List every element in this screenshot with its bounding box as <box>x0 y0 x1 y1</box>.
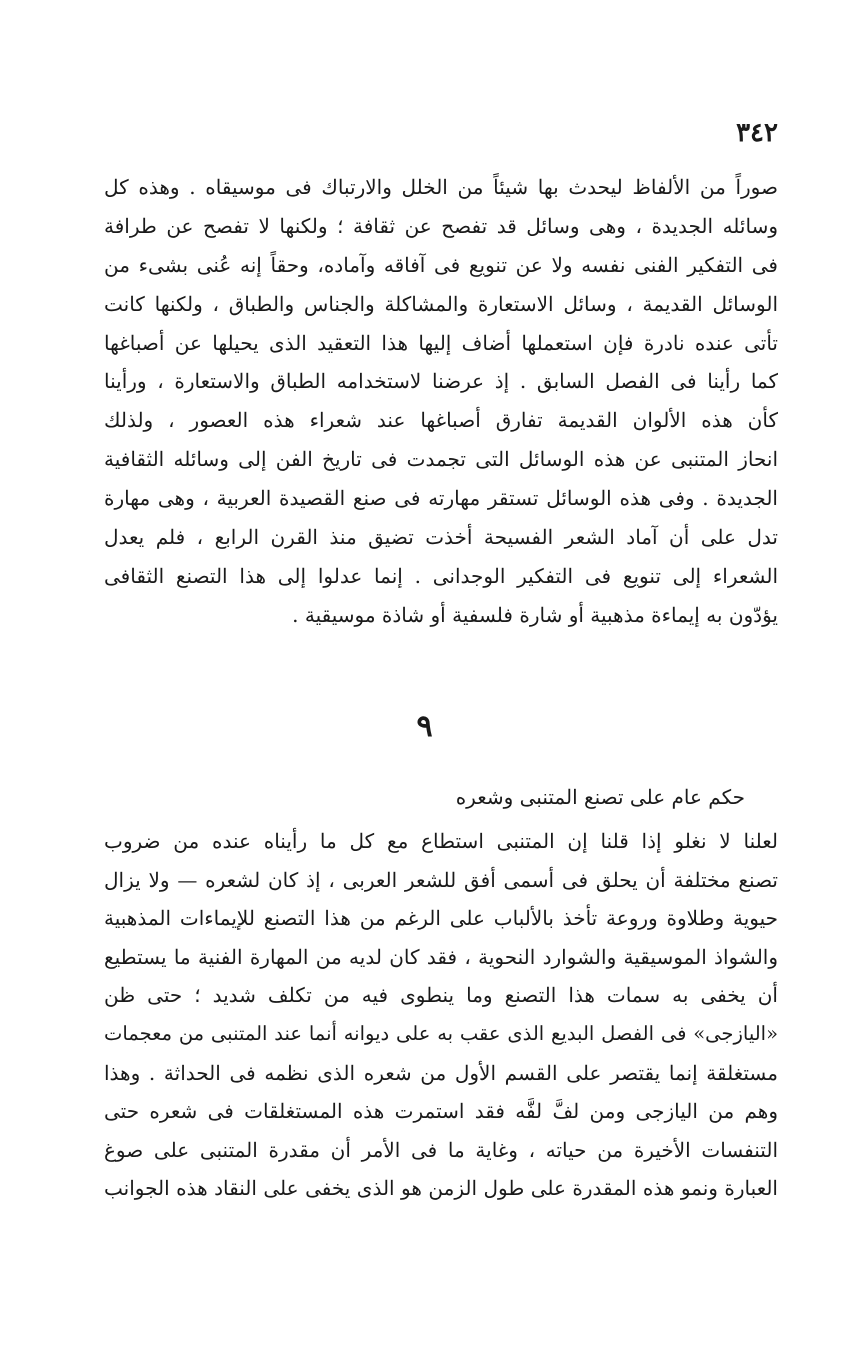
text-line: تصنع مختلفة أن يحلق فى أسمى أفق للشعر العربى ، إذ كان لشعره — ولا يزال <box>104 867 778 892</box>
text-line: الوسائل القديمة ، وسائل الاستعارة والمشاكلة والجناس والطباق ، ولكنها كانت <box>104 291 778 316</box>
section-heading: حكم عام على تصنع المتنبى وشعره <box>455 785 745 809</box>
text-line: الجديدة . وفى هذه الوسائل تستقر مهارته فى صنع القصيدة العربية ، وهى مهارة <box>104 486 778 511</box>
text-line: كما رأينا فى الفصل السابق . إذ عرضنا لاستخدامه الطباق والاستعارة ، ورأينا <box>104 369 778 394</box>
paragraph-2 <box>104 822 778 1208</box>
text-line: تأتى عنده نادرة فإن استعملها أضاف إليها هذا التعقيد الذى يحيلها عن أصباغها <box>104 330 778 355</box>
text-line: لعلنا لا نغلو إذا قلنا إن المتنبى استطاع مع كل ما رأيناه عنده من ضروب <box>104 829 778 853</box>
text-line: والشواذ الموسيقية والشوارد النحوية ، فقد كان لديه من المهارة الفنية ما يستطيع <box>104 944 778 969</box>
text-line: كأن هذه الألوان القديمة تفارق أصباغها عند شعراء هذه العصور ، ولذلك <box>104 408 778 433</box>
text-line: فى التفكير الفنى نفسه ولا عن تنويع فى آفاقه وآماده، وحقاً إنه عُنى بشىء من <box>104 252 778 277</box>
page-number: ٣٤٢ <box>736 118 778 148</box>
text-line: تدل على أن آماد الشعر الفسيحة أخذت تضيق منذ القرن الرابع ، فلم يعدل <box>104 525 778 550</box>
text-line: يؤدّون به إيماءة مذهبية أو شارة فلسفية أو شاذة موسيقية . <box>292 602 778 627</box>
text-line: وهم من اليازجى ومن لفَّ لفَّه فقد استمرت هذه المستغلقات فى شعره حتى <box>104 1099 778 1124</box>
text-line: أن يخفى به سمات هذا التصنع وما ينطوى فيه من تكلف شديد ؛ حتى ظن <box>104 983 778 1008</box>
text-line: وسائله الجديدة ، وهى وسائل قد تفصح عن ثقافة ؛ ولكنها لا تفصح عن طرافة <box>104 213 778 238</box>
text-line: الشعراء إلى تنويع فى التفكير الوجدانى . إنما عدلوا إلى هذا التصنع الثقافى <box>104 563 778 588</box>
text-line: التنفسات الأخيرة من حياته ، وغاية ما فى الأمر أن مقدرة المتنبى على صوغ <box>104 1137 778 1162</box>
text-line: مستغلقة إنما يقتصر على القسم الأول من شعره الذى نظمه فى الحداثة . وهذا <box>104 1060 778 1085</box>
paragraph-1 <box>104 168 778 635</box>
text-line: «اليازجى» فى الفصل البديع الذى عقب به على ديوانه أنما عند المتنبى من معجمات <box>104 1021 778 1045</box>
text-line: انحاز المتنبى عن هذه الوسائل التى تجمدت فى تاريخ الفن إلى وسائله الثقافية <box>104 447 778 472</box>
text-line: صوراً من الألفاظ ليحدث بها شيئاً من الخلل والارتباك فى موسيقاه . وهذه كل <box>104 175 778 199</box>
section-number: ٩ <box>416 709 433 744</box>
text-line: العبارة ونمو هذه المقدرة على طول الزمن هو الذى يخفى على النقاد هذه الجوانب <box>104 1176 778 1201</box>
text-line: حيوية وطلاوة وروعة تأخذ بالألباب على الرغم من هذا التصنع للإيماءات المذهبية <box>104 906 778 931</box>
